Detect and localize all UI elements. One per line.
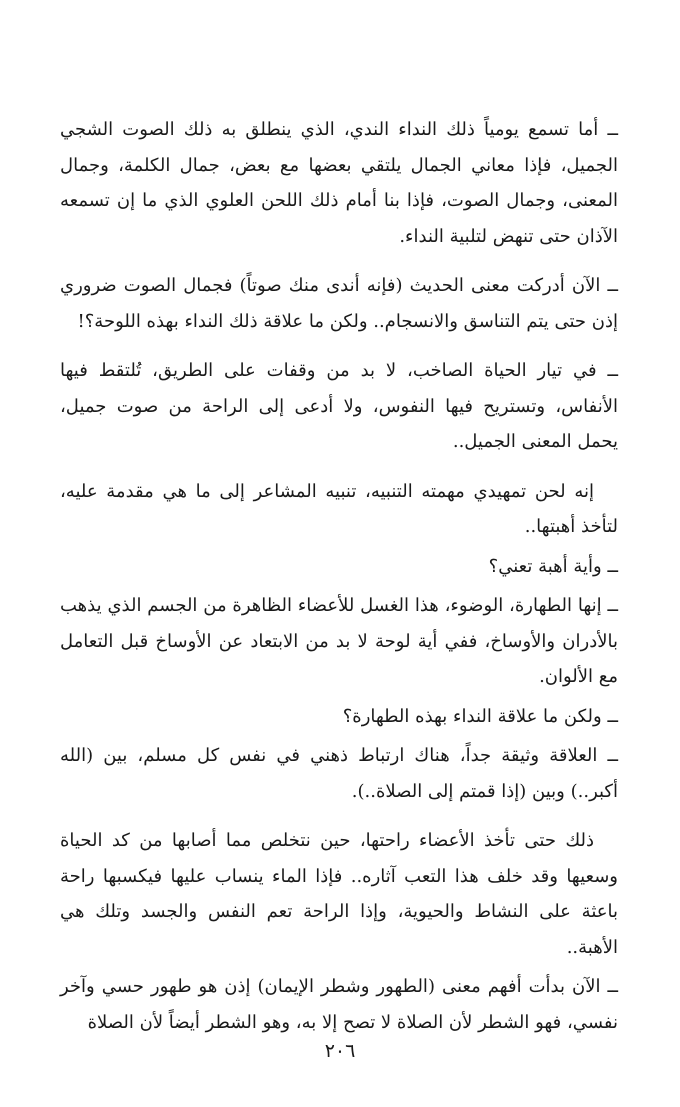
paragraph-3: ــ في تيار الحياة الصاخب، لا بد من وقفات على الطريق، تُلتقط فيها الأنفاس، وتستريح فيها النفوس، ولا أدعى إلى الراحة من صوت جميل، يحمل المعنى الجميل.. bbox=[60, 360, 618, 452]
paragraph-9: ذلك حتى تأخذ الأعضاء راحتها، حين نتخلص مما أصابها من كد الحياة وسعيها وقد خلف هذا التعب آثاره.. فإذا الماء ينساب عليها فيكسبها راحة باعثة على النشاط والحيوية، وإذا الراحة تعم النفس والجسد وتلك هي الأهبة.. bbox=[60, 830, 618, 958]
paragraph-2: ــ الآن أدركت معنى الحديث (فإنه أندى منك صوتاً) فجمال الصوت ضروري إذن حتى يتم التناسق والانسجام.. ولكن ما علاقة ذلك النداء بهذه اللوحة؟! bbox=[60, 275, 618, 332]
paragraph-5: ــ وأية أهبة تعني؟ bbox=[488, 555, 618, 577]
paragraph-8: ــ العلاقة وثيقة جداً، هناك ارتباط ذهني في نفس كل مسلم، بين (الله أكبر..) وبين (إذا قمتم إلى الصلاة..). bbox=[60, 745, 618, 802]
paragraph-1: ــ أما تسمع يومياً ذلك النداء الندي، الذي ينطلق به ذلك الصوت الشجي الجميل، فإذا معاني الجمال يلتقي بعضها مع بعض، جمال الكلمة، وجمال المعنى، وجمال الصوت، فإذا بنا أمام ذلك اللحن العلوي الذي ما إن تسمعه الآذان حتى تنهض لتلبية النداء. bbox=[60, 119, 618, 247]
page-number: ٢٠٦ bbox=[324, 1040, 356, 1062]
page-body bbox=[60, 112, 618, 1040]
paragraph-7: ــ ولكن ما علاقة النداء بهذه الطهارة؟ bbox=[342, 705, 618, 727]
paragraph-10: ــ الآن بدأت أفهم معنى (الطهور وشطر الإيمان) إذن هو طهور حسي وآخر نفسي، فهو الشطر لأن الصلاة لا تصح إلا به، وهو الشطر أيضاً لأن الصلاة bbox=[60, 976, 618, 1033]
paragraph-4: إنه لحن تمهيدي مهمته التنبيه، تنبيه المشاعر إلى ما هي مقدمة عليه، لتأخذ أهبتها.. bbox=[60, 480, 618, 537]
paragraph-6: ــ إنها الطهارة، الوضوء، هذا الغسل للأعضاء الظاهرة من الجسم الذي يذهب بالأدران والأوساخ، ففي أية لوحة لا بد من الابتعاد عن الأوساخ قبل التعامل مع الألوان. bbox=[60, 595, 618, 687]
